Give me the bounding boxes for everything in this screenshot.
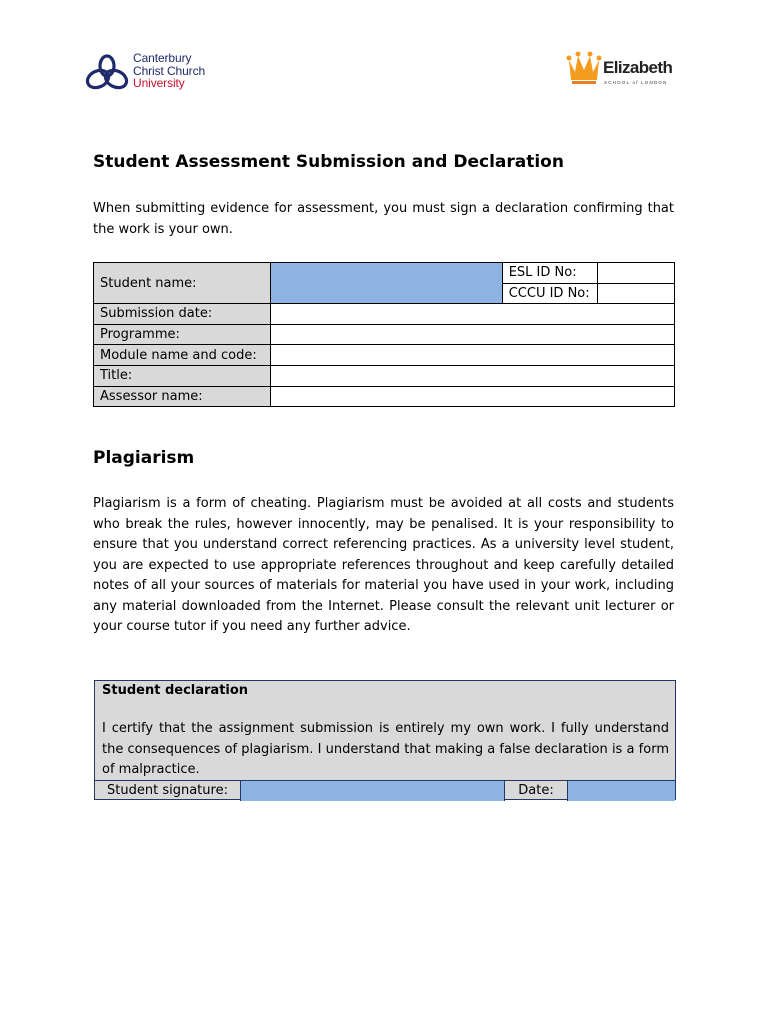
date-label: Date: [505, 781, 568, 801]
els-logo-name: Elizabeth [603, 58, 673, 77]
plagiarism-text: Plagiarism is a form of cheating. Plagiarism must be avoided at all costs and students who break the rules, however innocently, may be penalised. It is your responsibility to ensure that you understand correct referencing practices. As a university level student, you are expected to use appropriate references throughout and keep carefully detailed notes of all your sources of materials for material you have used in your work, including any material downloaded from the Internet. Please consult the relevant unit lecturer or your course tutor if you need any further advice. [93, 496, 674, 634]
student-name-field[interactable] [271, 263, 502, 304]
module-label: Module name and code: [94, 345, 271, 366]
student-name-label: Student name: [94, 263, 271, 304]
declaration-heading: Student declaration [102, 683, 249, 698]
cccu-logo [84, 50, 219, 92]
cccu-logo-line3: University [133, 76, 185, 90]
els-logo [566, 50, 673, 90]
cccu-logo-line1: Canterbury [133, 51, 192, 65]
submission-date-field[interactable] [271, 304, 675, 325]
title-field[interactable] [271, 365, 675, 386]
els-logo-tagline: SCHOOL of LONDON [604, 80, 668, 85]
plagiarism-heading: Plagiarism [93, 448, 195, 468]
declaration-text: I certify that the assignment submission is entirely my own work. I fully understand the consequences of plagiarism. I understand that making a false declaration is a form of malpractice. [102, 721, 669, 777]
submission-date-label: Submission date: [94, 304, 271, 325]
title-label: Title: [94, 365, 271, 386]
signature-row [95, 780, 675, 801]
assessor-name-label: Assessor name: [94, 386, 271, 407]
date-field[interactable] [568, 781, 675, 801]
cccu-id-field[interactable] [597, 283, 675, 304]
cccu-logo-line2: Christ Church [133, 63, 206, 78]
assessor-name-field[interactable] [271, 386, 675, 407]
programme-field[interactable] [271, 324, 675, 345]
signature-label: Student signature: [95, 781, 241, 801]
cccu-id-label: CCCU ID No: [502, 283, 597, 304]
crown-icon [566, 50, 602, 86]
intro-text: When submitting evidence for assessment, you must sign a declaration confirming that the work is your own. [93, 201, 674, 237]
student-info-table [93, 262, 675, 407]
esl-id-field[interactable] [597, 263, 675, 284]
module-field[interactable] [271, 345, 675, 366]
signature-field[interactable] [241, 781, 505, 801]
programme-label: Programme: [94, 324, 271, 345]
cccu-emblem-icon [84, 53, 130, 91]
declaration-box [94, 680, 676, 800]
page-title: Student Assessment Submission and Declaration [93, 152, 564, 172]
esl-id-label: ESL ID No: [502, 263, 597, 284]
